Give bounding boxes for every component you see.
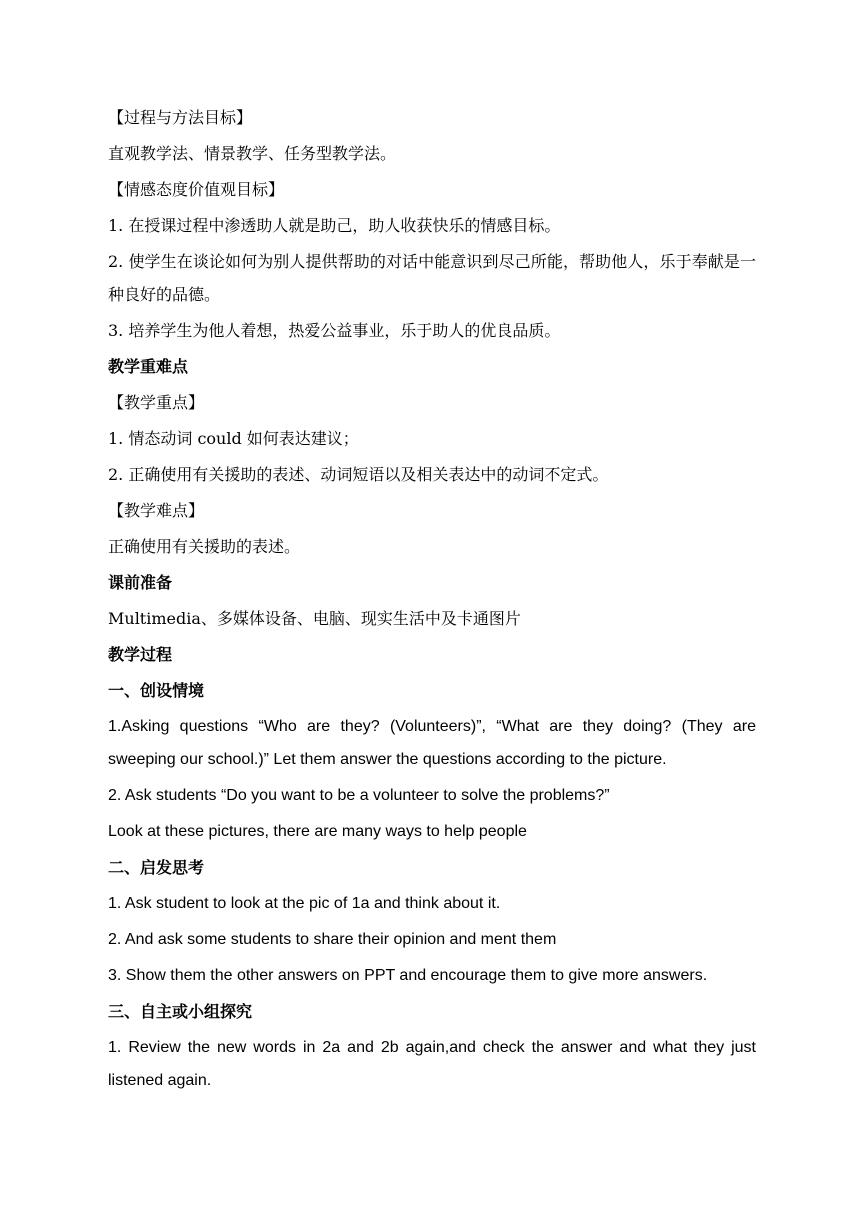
step-heading-2: 二、启发思考 bbox=[108, 858, 205, 877]
paragraph-preparation: Multimedia、多媒体设备、电脑、现实生活中及卡通图片 bbox=[108, 609, 521, 628]
list-item-step2-3: 3. Show them the other answers on PPT and encourage them to give more answers. bbox=[108, 967, 708, 984]
list-item-emotion-1: 1. 在授课过程中渗透助人就是助己，助人收获快乐的情感目标。 bbox=[108, 216, 561, 235]
list-item-step3-1: 1. Review the new words in 2a and 2b again,and check the answer and what they just listened again. bbox=[108, 1039, 756, 1089]
list-item-key-1: 1. 情态动词 could 如何表达建议； bbox=[108, 429, 359, 448]
step-heading-1: 一、创设情境 bbox=[108, 681, 205, 700]
list-item-step2-2: 2. And ask some students to share their opinion and ment them bbox=[108, 931, 557, 948]
step-heading-3: 三、自主或小组探究 bbox=[108, 1002, 253, 1021]
list-item-key-2: 2. 正确使用有关援助的表述、动词短语以及相关表达中的动词不定式。 bbox=[108, 465, 609, 484]
heading-key-points: 【教学重点】 bbox=[108, 393, 205, 412]
heading-emotion-goals: 【情感态度价值观目标】 bbox=[108, 180, 285, 199]
section-heading-process: 教学过程 bbox=[108, 645, 173, 664]
list-item-emotion-2: 2. 使学生在谈论如何为别人提供帮助的对话中能意识到尽己所能，帮助他人，乐于奉献是一种良好的品德。 bbox=[108, 252, 756, 304]
list-item-step2-1: 1. Ask student to look at the pic of 1a and think about it. bbox=[108, 895, 501, 912]
paragraph-difficult: 正确使用有关援助的表述。 bbox=[108, 537, 301, 556]
paragraph-step1-note: Look at these pictures, there are many ways to help people bbox=[108, 823, 527, 840]
heading-process-method: 【过程与方法目标】 bbox=[108, 108, 253, 127]
paragraph-methods: 直观教学法、情景教学、任务型教学法。 bbox=[108, 144, 397, 163]
section-heading-key-difficult: 教学重难点 bbox=[108, 357, 189, 376]
list-item-step1-2: 2. Ask students “Do you want to be a volunteer to solve the problems?” bbox=[108, 787, 610, 804]
document-page bbox=[108, 100, 756, 1099]
heading-difficult-points: 【教学难点】 bbox=[108, 501, 205, 520]
section-heading-preparation: 课前准备 bbox=[108, 573, 173, 592]
list-item-emotion-3: 3. 培养学生为他人着想，热爱公益事业，乐于助人的优良品质。 bbox=[108, 321, 561, 340]
list-item-step1-1: 1.Asking questions “Who are they? (Volunteers)”, “What are they doing? (They are sweeping our school.)” Let them answer the questions according to the picture. bbox=[108, 718, 756, 768]
